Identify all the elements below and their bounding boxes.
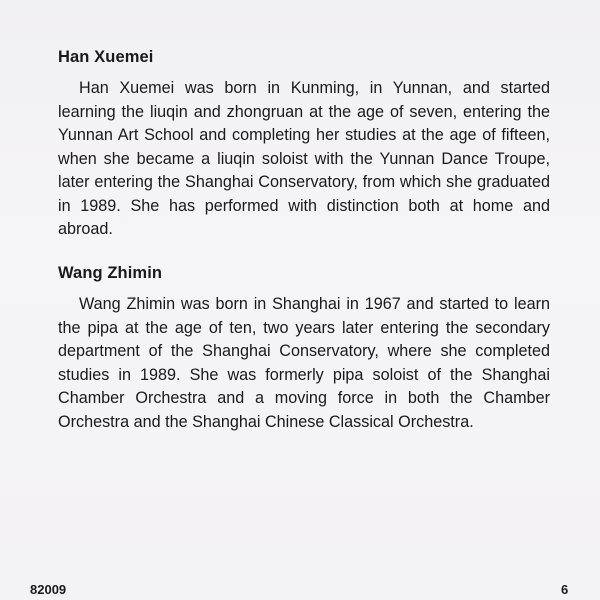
catalog-number: 82009: [30, 582, 67, 597]
page-number: 6: [561, 582, 569, 597]
section-heading: Han Xuemei: [58, 48, 154, 66]
section-heading: Wang Zhimin: [58, 264, 163, 282]
section-body: Wang Zhimin was born in Shanghai in 1967 and started to learn the pipa at the age of ten, two years later entering the secondary department of the Shanghai Conservatory, where she completed studies in 1989. She was formerly pipa soloist of the Shanghai Chamber Orchestra and a moving force in both the Chamber Orchestra and the Shanghai Chinese Classical Orchestra.: [58, 295, 550, 431]
section-body: Han Xuemei was born in Kunming, in Yunnan, and started learning the liuqin and zhongruan at the age of seven, entering the Yunnan Art School and completing her studies at the age of fifteen, when she became a liuqin soloist with the Yunnan Dance Troupe, later entering the Shanghai Conservatory, from which she graduated in 1989. She has performed with distinction both at home and abroad.: [58, 79, 550, 238]
biography-han-xuemei: [58, 48, 550, 242]
biography-wang-zhimin: [58, 264, 550, 434]
